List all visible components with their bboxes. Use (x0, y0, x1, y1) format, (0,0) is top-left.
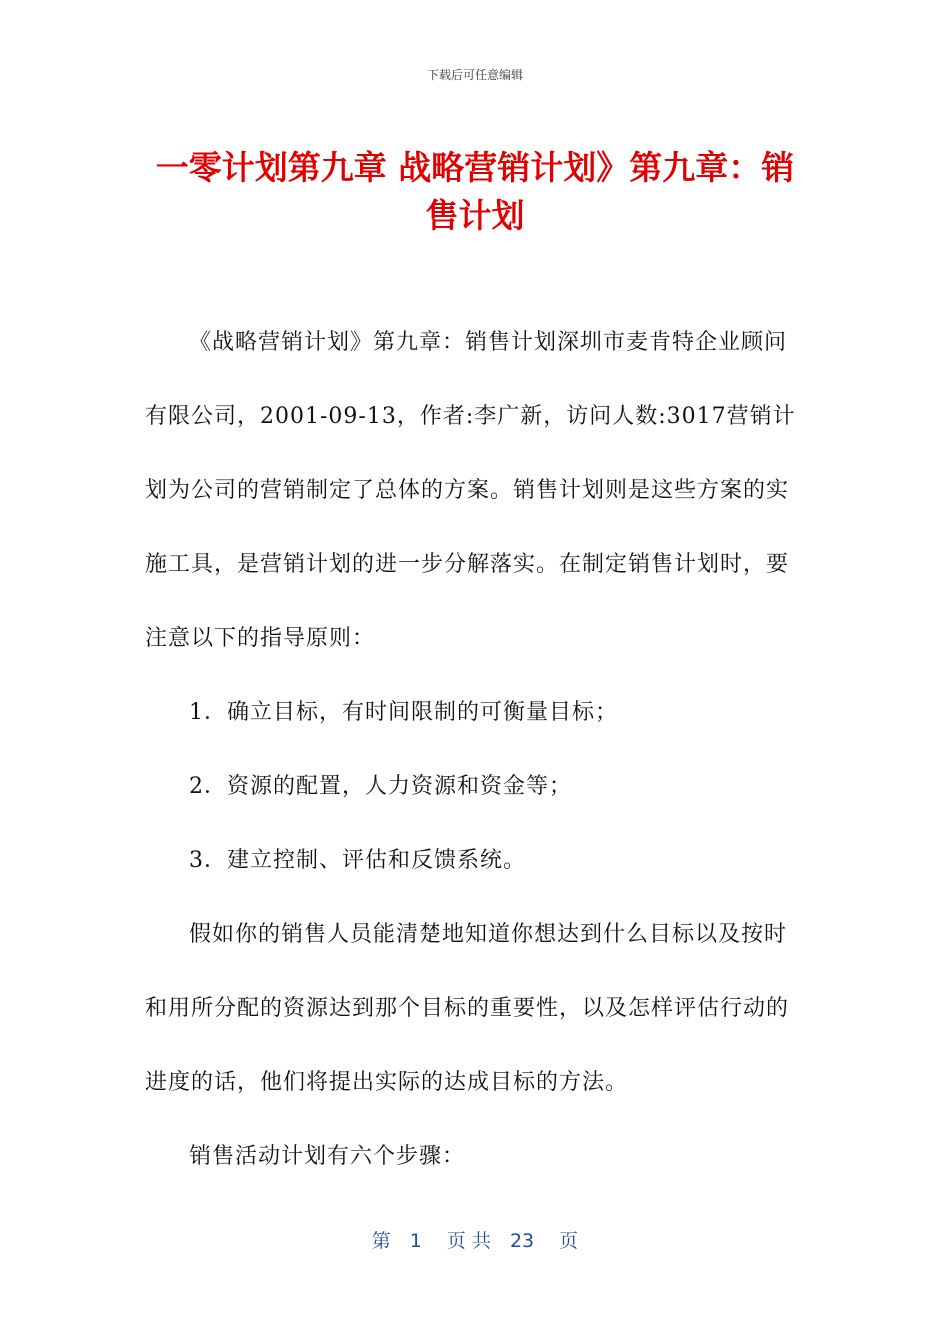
paragraph-intro: 《战略营销计划》第九章：销售计划深圳市麦肯特企业顾问有限公司，2001-09-13，作者:李广新，访问人数:3017营销计划为公司的营销制定了总体的方案。销售计划则是这些方案的实施工具，是营销计划的进一步分解落实。在制定销售计划时，要注意以下的指导原则： (145, 330, 796, 651)
paragraph-steps: 销售活动计划有六个步骤： (189, 1144, 466, 1169)
header-note: 下载后可任意编辑 (426, 68, 523, 82)
paragraph-sales-team: 假如你的销售人员能清楚地知道你想达到什么目标以及按时和用所分配的资源达到那个目标的重要性，以及怎样评估行动的进度的话，他们将提出实际的达成目标的方法。 (145, 922, 790, 1095)
list-item-1: 1．确立目标，有时间限制的可衡量目标； (189, 700, 618, 725)
list-item-2: 2．资源的配置，人力资源和资金等； (189, 774, 572, 799)
document-body (145, 306, 805, 1194)
list-item-3: 3．建立控制、评估和反馈系统。 (189, 848, 526, 873)
document-title: 一零计划第九章 战略营销计划》第九章：销售计划 (155, 148, 795, 235)
page-footer: 第 1 页 共 23 页 (371, 1230, 579, 1252)
